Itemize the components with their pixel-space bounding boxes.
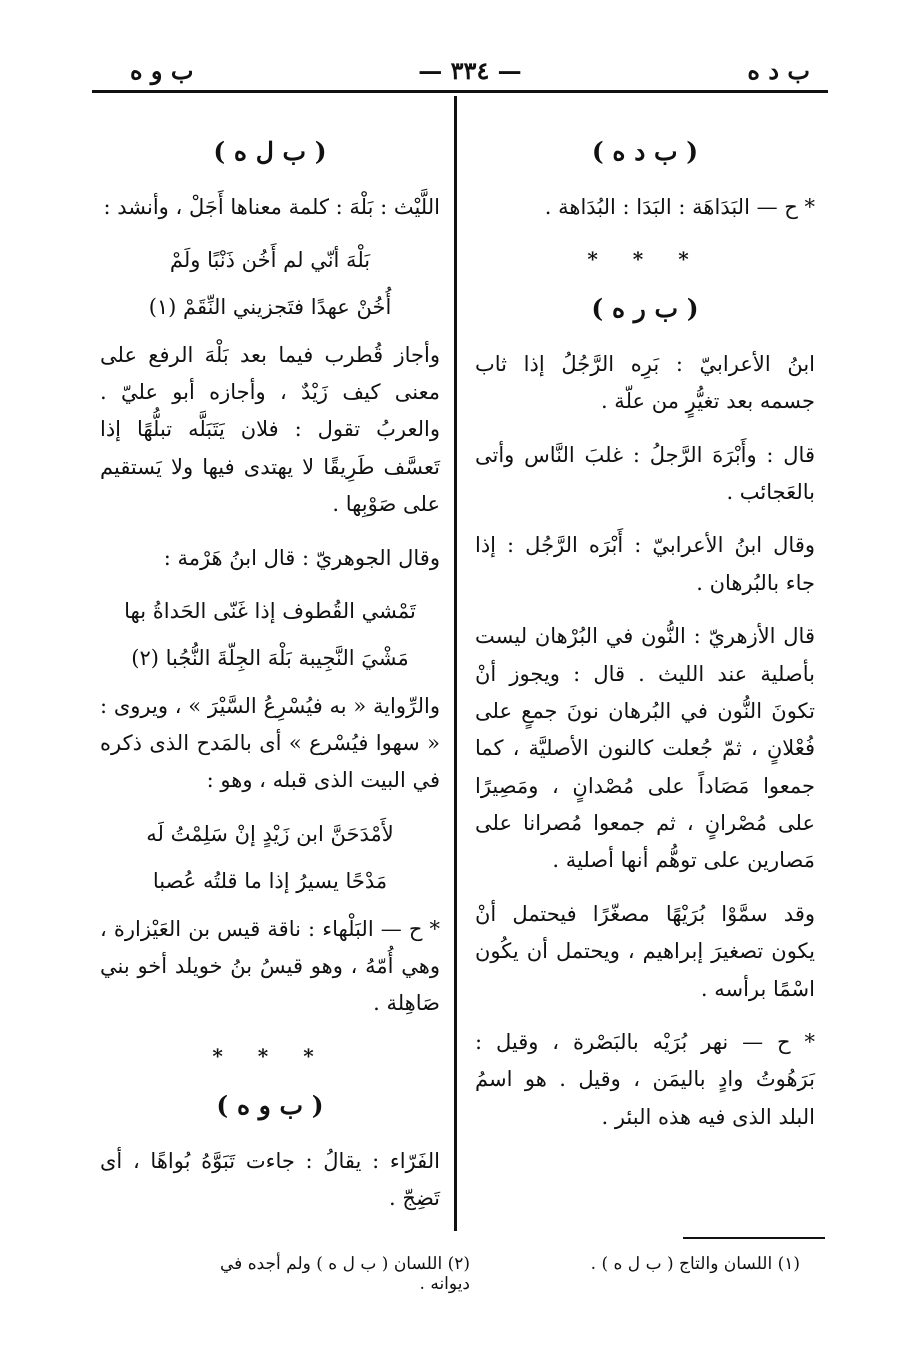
left-column: [100, 120, 440, 1233]
page-header: [90, 52, 830, 88]
entry-heading-blh: ( ب ل ه ): [213, 137, 327, 166]
paragraph: وقد سمَّوْا بُرَيْهًا مصغّرًا فيحتمل أنْ يكون تصغيرَ إبراهيم ، ويحتمل أن يكُون اسْمًا برأسه .: [475, 901, 815, 1001]
paragraph: وأجاز قُطرب فيما بعد بَلْهَ الرفع على معنى كيف زَيْدٌ ، وأجازه أبو عليّ . والعربُ تقول : فلان يَتَبَلَّه تبلُّهًا إذا تَعسَّف طَرِيقًا لا يهتدى فيها ولا يَستقيم على صَوْبِها .: [100, 342, 440, 517]
paragraph: قال : وأَبْرَهَ الرَّجلُ : غلبَ النَّاس وأتى بالعَجائب .: [475, 442, 815, 505]
verse-line: مَشْيَ النَّجِيبة بَلْهَ الجِلّةَ النُّجُبا (٢): [131, 646, 409, 671]
paragraph: وقال الجوهريّ : قال ابنُ هَرْمة :: [163, 545, 440, 570]
header-rule: [92, 90, 828, 93]
paragraph: والرِّواية « به فيُسْرِعُ السَّيْرَ » ، ويروى : « سهوا فيُسْرع » أى بالمَدح الذى ذكره في البيت الذى قبله ، وهو :: [100, 693, 440, 793]
page-number: — ٣٣٤ —: [418, 56, 522, 85]
footnote-2: (٢) اللسان ( ب ل ه ) ولم أجده في ديوانه .: [220, 1254, 470, 1294]
column-divider: [454, 96, 457, 1231]
header-root-right: ب د ه: [747, 56, 810, 85]
verse-line: بَلْهَ أنّي لم أَخُن ذَنْبًا ولَمْ: [169, 247, 371, 272]
verse-line: أُخُنْ عهدًا فتَجزيني النِّقَمْ (١): [148, 295, 392, 320]
header-root-left: ب و ه: [130, 56, 194, 85]
paragraph: * ح — نهر بُرَيْه بالبَصْرة ، وقيل : بَرَهُوتُ وادٍ باليمَن ، وقيل . هو اسمُ البلد الذى فيه هذه البئر .: [475, 1029, 815, 1129]
paragraph: * ح — البَلْهاء : ناقة قيس بن العَيْزارة ، وهي أُمّهُ ، وهو قيسُ بنُ خويلد أخو بني صَاهِلة .: [100, 916, 440, 1016]
verse-line: مَدْحًا يسيرُ إذا ما قلتُه عُصبا: [152, 869, 388, 894]
paragraph: وقال ابنُ الأعرابيّ : أَبْرَه الرَّجُل : إذا جاء بالبُرهان .: [475, 533, 815, 595]
entry-heading-bdh: ( ب د ه ): [591, 137, 699, 166]
right-column: [475, 120, 815, 1152]
entry-heading-bwh: ( ب و ه ): [216, 1091, 324, 1121]
entry-heading-brh: ( ب ر ه ): [591, 294, 699, 324]
section-stars: * * *: [587, 246, 703, 271]
footnote-1: (١) اللسان والتاج ( ب ل ه ) .: [590, 1254, 800, 1274]
section-stars: * * *: [212, 1043, 328, 1068]
paragraph: الفَرّاء : يقالُ : جاءت تَبَوَّهُ بُواهًا ، أى تَضِجّ .: [100, 1148, 440, 1211]
paragraph: ابنُ الأعرابيّ : بَرِه الرَّجُلُ إذا ثاب جسمه بعد تغيُّرٍ من علّة .: [475, 351, 815, 414]
paragraph: قال الأزهريّ : النُّون في البُرْهان ليست بأصلية عند الليث . قال : ويجوز أنْ تكونَ النُّون في البُرهان نونَ جمعٍ على فُعْلانٍ ، ثمّ جُعلت كالنون الأصليَّة ، كما جمعوا مَصَاداً على مُصْدانٍ ، ومَصِيرًا على مُصْرانٍ ، ثم جمعوا مُصرانا على مَصارين على توهُّم أنها أصلية .: [475, 624, 815, 873]
verse-line: لأَمْدَحَنَّ ابن زَيْدٍ إنْ سَلِمْتُ لَه: [146, 821, 394, 846]
verse-line: تَمْشي القُطوف إذا غَنّى الحَداةُ بها: [124, 598, 416, 623]
paragraph: اللَّيْث : بَلْهَ : كلمة معناها أَجَلْ ، وأنشد :: [103, 194, 440, 219]
footnote-rule: [683, 1237, 825, 1239]
paragraph: * ح — البَدَاهَة : البَدَا : البُدَاهة .: [544, 194, 815, 219]
